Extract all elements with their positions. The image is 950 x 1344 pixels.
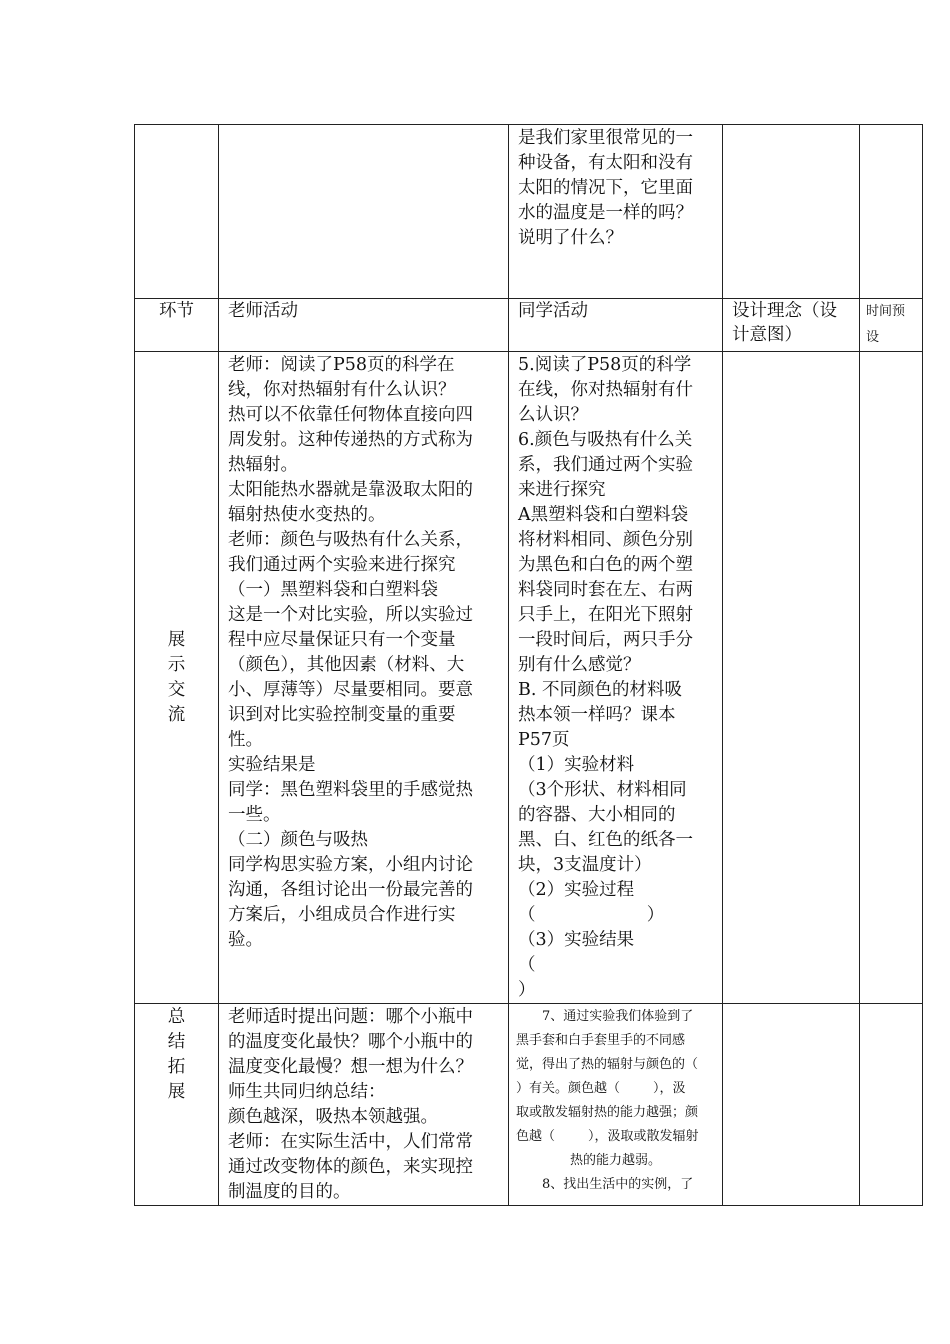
text-line: （3）实验结果 [518, 930, 635, 950]
text-line: 沟通，各组讨论出一份最完善的 [228, 880, 473, 900]
text-line: 说明了什么？ [518, 228, 623, 248]
text-line: 取或散发辐射热的能力越强；颜 [516, 1105, 699, 1120]
header-row [135, 299, 923, 352]
text-line: （3个形状、材料相同 [518, 780, 687, 800]
design-cell-empty [723, 352, 860, 1004]
text-line: 太阳的情况下，它里面 [518, 178, 693, 198]
text-line: 的容器、大小相同的 [518, 805, 676, 825]
text-line: 为黑色和白色的两个塑 [518, 555, 693, 575]
text-line: 设计理念（设 [732, 301, 837, 321]
text-line: 我们通过两个实验来进行探究 [228, 555, 456, 575]
header-design [723, 299, 860, 352]
text-line: 这是一个对比实验，所以实验过 [228, 605, 473, 625]
stage-char: 展 [167, 629, 186, 650]
text-line: 种设备，有太阳和没有 [518, 153, 693, 173]
text-line: 只手上，在阳光下照射 [518, 605, 693, 625]
text-line: 辐射热使水变热的。 [228, 505, 386, 525]
text-line: 么认识？ [518, 405, 588, 425]
summary-extension-row [135, 1004, 923, 1206]
text-line: 太阳能热水器就是靠汲取太阳的 [228, 480, 473, 500]
text-line: A黑塑料袋和白塑料袋 [518, 505, 689, 525]
text-line: 计意图） [732, 325, 802, 345]
stage-display-exchange [135, 352, 219, 1004]
text-line: 在线，你对热辐射有什 [518, 380, 693, 400]
student-activity-text [509, 352, 722, 1003]
text-line: 系，我们通过两个实验 [518, 455, 693, 475]
design-cell-empty [723, 1004, 860, 1206]
student-activity-cell [509, 125, 723, 299]
text-line: 料袋同时套在左、右两 [518, 580, 693, 600]
teacher-activity-cell [219, 352, 509, 1004]
text-line: 的温度变化最快？哪个小瓶中的 [228, 1032, 473, 1052]
header-stage-label: 环节 [159, 301, 194, 321]
lesson-plan-table [134, 124, 923, 1206]
text-line: 师生共同归纳总结： [228, 1082, 386, 1102]
student-activity-text [509, 1004, 722, 1197]
text-line: 老师：阅读了P58页的科学在 [228, 355, 455, 375]
text-line: 温度变化最慢？想一想为什么？ [228, 1057, 473, 1077]
time-cell-empty [860, 352, 923, 1004]
text-line: 来进行探究 [518, 480, 606, 500]
stage-char: 总 [167, 1007, 186, 1027]
display-exchange-row [135, 352, 923, 1004]
text-line: 将材料相同、颜色分别 [518, 530, 693, 550]
text-line: 黑手套和白手套里手的不同感 [516, 1033, 686, 1048]
text-line: 热的能力越弱。 [569, 1153, 661, 1168]
header-stage [135, 299, 219, 352]
header-student [509, 299, 723, 352]
text-line: ）有关。颜色越（ ），汲 [516, 1081, 686, 1096]
text-line: （ ） [518, 905, 665, 925]
student-activity-cell [509, 1004, 723, 1206]
stage-char: 流 [167, 704, 186, 725]
text-line: 老师适时提出问题：哪个小瓶中 [228, 1007, 473, 1027]
text-line: 黑、白、红色的纸各一 [518, 830, 693, 850]
student-activity-text [509, 125, 722, 251]
header-teacher-label: 老师活动 [228, 301, 298, 321]
stage-cell-empty [135, 125, 219, 299]
stage-summary-extension [135, 1004, 219, 1206]
stage-char: 交 [167, 679, 186, 700]
text-line: 别有什么感觉？ [518, 655, 641, 675]
text-line: 周发射。这种传递热的方式称为 [228, 430, 473, 450]
text-line: 实验结果是 [228, 755, 316, 775]
text-line: 5.阅读了P58页的科学 [518, 355, 692, 375]
text-line: 程中应尽量保证只有一个变量 [228, 630, 456, 650]
text-line: 热本领一样吗？课本 [518, 705, 676, 725]
text-line: 同学构思实验方案，小组内讨论 [228, 855, 473, 875]
text-line: 老师：在实际生活中，人们常常 [228, 1132, 473, 1152]
text-line: （ [518, 955, 536, 975]
header-time-label [860, 299, 922, 351]
time-cell-empty [860, 1004, 923, 1206]
text-line: P57页 [518, 730, 570, 750]
student-activity-cell [509, 352, 723, 1004]
text-line: 7、通过实验我们体验到了 [542, 1009, 694, 1024]
teacher-activity-text [219, 1004, 508, 1205]
text-line: 识到对比实验控制变量的重要 [228, 705, 456, 725]
stage-char: 结 [167, 1032, 186, 1052]
text-line: 是我们家里很常见的一 [518, 128, 693, 148]
header-student-label: 同学活动 [518, 301, 588, 321]
text-line: 热可以不依靠任何物体直接向四 [228, 405, 473, 425]
text-line: 块，3支温度计） [518, 855, 652, 875]
text-line: （1）实验材料 [518, 755, 635, 775]
text-line: 水的温度是一样的吗？ [518, 203, 693, 223]
text-line: （2）实验过程 [518, 880, 635, 900]
text-line: 性。 [228, 730, 263, 750]
text-line: 设 [866, 330, 880, 345]
text-line: 老师：颜色与吸热有什么关系， [228, 530, 473, 550]
teacher-activity-cell [219, 1004, 509, 1206]
text-line: （颜色），其他因素（材料、大 [228, 655, 465, 675]
text-line: ） [518, 980, 536, 1000]
text-line: 觉，得出了热的辐射与颜色的（ [516, 1057, 699, 1072]
text-line: （二）颜色与吸热 [228, 830, 368, 850]
header-design-label [723, 299, 859, 347]
design-cell-empty [723, 125, 860, 299]
text-line: 验。 [228, 930, 263, 950]
teacher-cell-empty [219, 125, 509, 299]
stage-label [135, 1004, 218, 1105]
header-teacher [219, 299, 509, 352]
stage-char: 示 [167, 654, 186, 675]
text-line: 线，你对热辐射有什么认识？ [228, 380, 456, 400]
text-line: B. 不同颜色的材料吸 [518, 680, 682, 700]
text-line: 一些。 [228, 805, 281, 825]
text-line: 色越（ ），汲取或散发辐射 [516, 1129, 699, 1144]
text-line: （一）黑塑料袋和白塑料袋 [228, 580, 438, 600]
text-line: 一段时间后，两只手分 [518, 630, 693, 650]
text-line: 颜色越深，吸热本领越强。 [228, 1107, 438, 1127]
stage-char: 拓 [167, 1057, 186, 1077]
text-line: 热辐射。 [228, 455, 298, 475]
text-line: 方案后，小组成员合作进行实 [228, 905, 456, 925]
text-line: 制温度的目的。 [228, 1182, 351, 1202]
teacher-activity-text [219, 352, 508, 953]
header-time [860, 299, 923, 352]
stage-char: 展 [167, 1082, 186, 1102]
text-line: 6.颜色与吸热有什么关 [518, 430, 693, 450]
continuation-row [135, 125, 923, 299]
text-line: 时间预 [866, 304, 906, 319]
text-line: 8、找出生活中的实例，了 [542, 1177, 694, 1192]
text-line: 通过改变物体的颜色，来实现控 [228, 1157, 473, 1177]
time-cell-empty [860, 125, 923, 299]
lesson-plan-document [134, 124, 922, 1202]
stage-label [135, 628, 218, 728]
text-line: 小、厚薄等）尽量要相同。要意 [228, 680, 473, 700]
text-line: 同学：黑色塑料袋里的手感觉热 [228, 780, 473, 800]
